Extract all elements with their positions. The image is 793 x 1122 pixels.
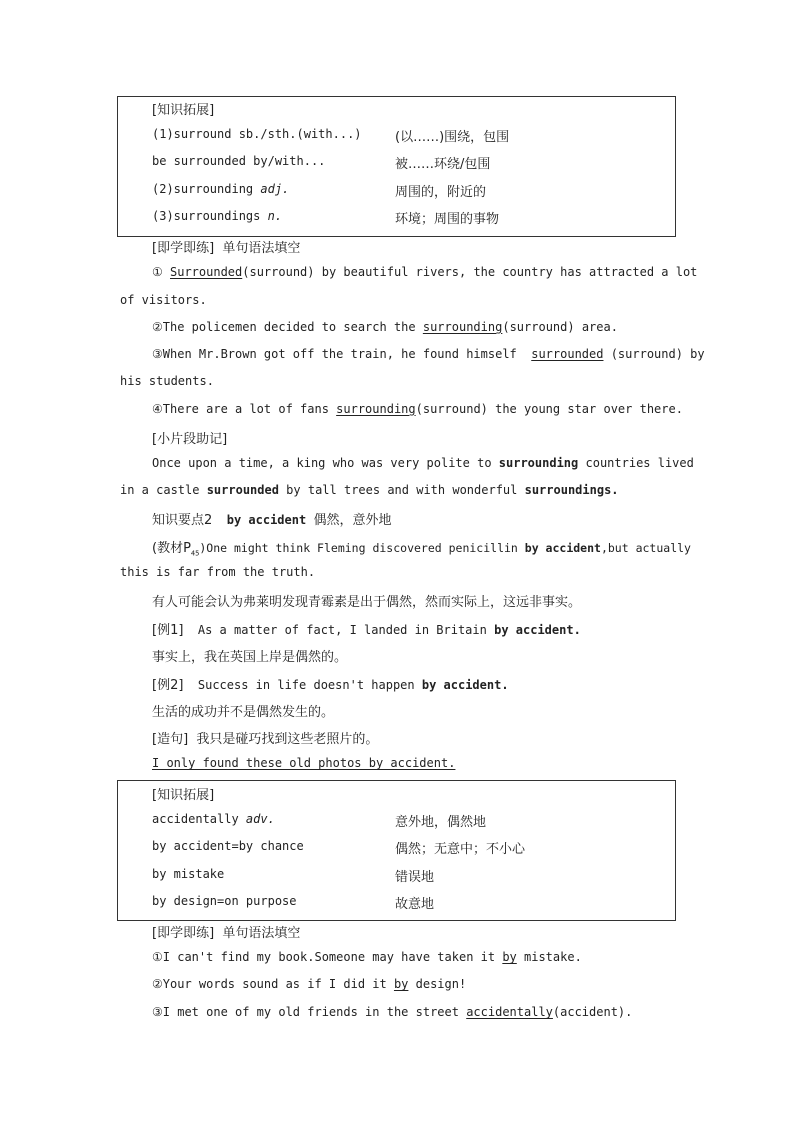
box2-row4-zh: 故意地 [395,897,435,912]
make-sentence-answer: I only found these old photos by accident. [152,756,456,770]
memory-header: [小片段助记] [152,432,228,447]
practice1-item3-cont: his students. [120,374,214,388]
box2-row2-en: by accident=by chance [152,839,304,853]
practice1-item1: ① Surrounded(surround) by beautiful rivers, the country has attracted a lot [152,265,698,279]
box2-row1-zh: 意外地，偶然地 [395,815,487,830]
box2-row3-en: by mistake [152,867,225,881]
memory-line2: in a castle surrounded by tall trees and with wonderful surroundings. [120,483,619,497]
point2-translation: 有人可能会认为弗莱明发现青霉素是出于偶然，然而实际上，这远非事实。 [152,595,582,610]
practice1-item1-cont: of visitors. [120,293,207,307]
box1-row3-en: (2)surrounding adj. [152,182,290,196]
box1-row2-en: be surrounded by/with... [152,154,326,168]
memory-line1: Once upon a time, a king who was very polite to surrounding countries lived [152,456,694,470]
point2-source-cont: this is far from the truth. [120,565,316,579]
practice1-item2: ②The policemen decided to search the surrounding(surround) area. [152,320,618,334]
practice1-item4: ④There are a lot of fans surrounding(surround) the young star over there. [152,402,683,416]
box2-row1-en: accidentally adv. [152,812,275,826]
box1-row4-en: (3)surroundings n. [152,209,283,223]
box1-row1-en: (1)surround sb./sth.(with...) [152,127,362,141]
box2-header: [知识拓展] [152,788,215,803]
box1-header: [知识拓展] [152,103,215,118]
practice1-item3: ③When Mr.Brown got off the train, he found himself surrounded (surround) by [152,347,705,361]
make-sentence: [造句] 我只是碰巧找到这些老照片的。 [152,732,379,747]
box2-row4-en: by design=on purpose [152,894,297,908]
example2: [例2] Success in life doesn't happen by accident. [152,678,509,693]
practice2-item2: ②Your words sound as if I did it by design! [152,977,467,991]
box1-row1-zh: (以……)围绕，包围 [395,130,510,145]
practice2-header: [即学即练] 单句语法填空 [152,926,301,941]
practice1-header: [即学即练] 单句语法填空 [152,241,301,256]
point2-title: 知识要点2 by accident 偶然，意外地 [152,513,392,528]
example1: [例1] As a matter of fact, I landed in Britain by accident. [152,623,581,638]
box1-row3-zh: 周围的，附近的 [395,185,487,200]
box1-row2-zh: 被……环绕/包围 [395,157,491,172]
practice2-item1: ①I can't find my book.Someone may have taken it by mistake. [152,950,582,964]
example1-zh: 事实上，我在英国上岸是偶然的。 [152,650,348,665]
example2-zh: 生活的成功并不是偶然发生的。 [152,705,335,720]
box2-row3-zh: 错误地 [395,870,435,885]
box2-row2-zh: 偶然；无意中；不小心 [395,842,526,857]
box1-row4-zh: 环境；周围的事物 [395,212,500,227]
point2-source: (教材$P_{45})One$ might think Fleming discovered penicillin by accident,but actually [152,541,691,558]
practice2-item3: ③I met one of my old friends in the street accidentally(accident). [152,1005,633,1019]
